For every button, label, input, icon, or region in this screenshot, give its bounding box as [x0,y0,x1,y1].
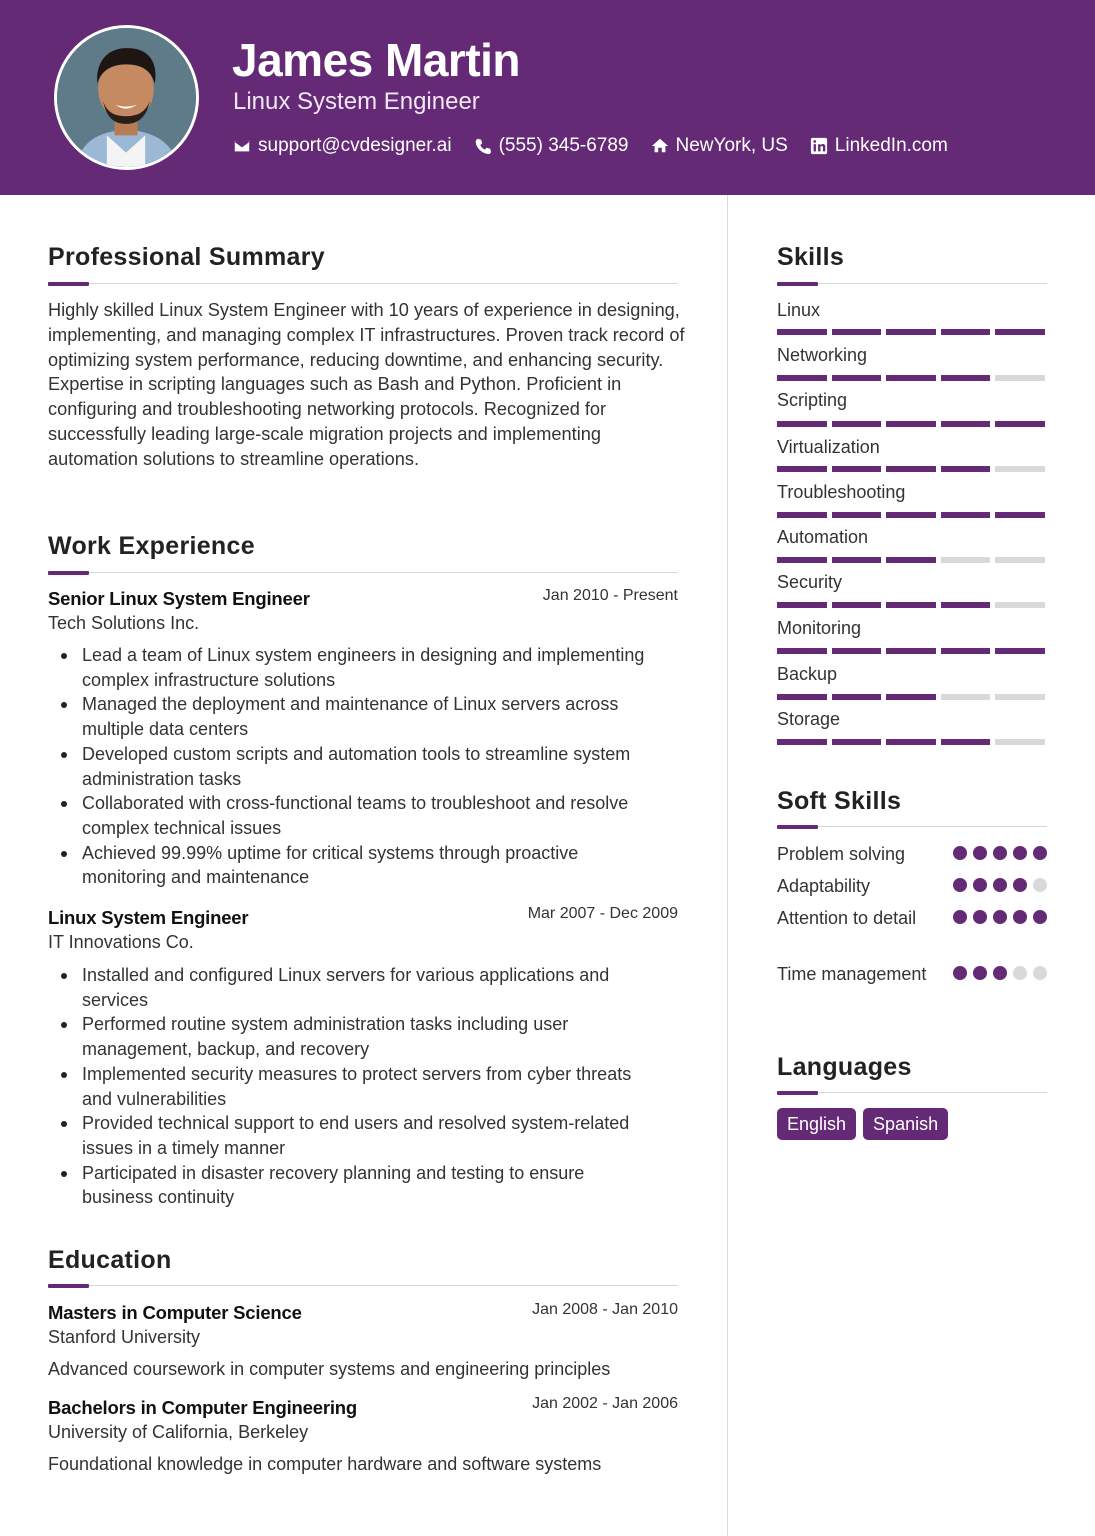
rating-dot [1033,878,1047,892]
experience-heading: Work Experience [48,532,255,560]
skill-level-segment [832,739,882,745]
summary-accent [48,282,89,286]
job-dates: Jan 2010 - Present [542,587,678,604]
skill-level-segment [941,512,991,518]
skill-level-bar [777,694,1045,700]
list-item: Participated in disaster recovery planning and testing to ensure business continuity [48,1161,658,1210]
home-icon [651,137,669,155]
skill-level-segment [941,466,991,472]
skill-level-segment [886,466,936,472]
job-company: Tech Solutions Inc. [48,613,200,633]
list-item: Developed custom scripts and automation tools to streamline system administration tasks [48,742,658,791]
skill-level-segment [995,421,1045,427]
skill-name: Backup [777,664,838,684]
skill-level-segment [832,466,882,472]
rating-dot [1013,966,1027,980]
skill-level-segment [777,466,827,472]
summary-rule [48,283,678,284]
school-name: University of California, Berkeley [48,1422,309,1442]
skill-level-bar [777,466,1045,472]
skill-level-segment [832,421,882,427]
soft-skill-rating [953,966,1047,980]
skill-level-segment [886,329,936,335]
skill-name: Monitoring [777,618,862,638]
phone-text: (555) 345-6789 [498,135,629,156]
list-item: Collaborated with cross-functional teams to troubleshoot and resolve complex technical issues [48,791,658,840]
skill-level-segment [941,694,991,700]
job-title: Senior Linux System Engineer [48,588,310,609]
soft-skill-rating [953,878,1047,892]
list-item: Achieved 99.99% uptime for critical systems through proactive monitoring and maintenance [48,841,658,890]
skills-accent [777,282,818,286]
summary-text: Highly skilled Linux System Engineer with 10 years of experience in designing, implementing, and managing complex IT infrastructures. Proven track record of optimizing system performance, reducing downtime, and enhancing security. Expertise in scripting languages such as Bash and Python. Proficient in configuring and troubleshooting networking protocols. Recognized for successfully leading large-scale migration projects and implementing automation solutions to streamline operations. [48,300,685,469]
rating-dot [973,878,987,892]
skill-level-bar [777,329,1045,335]
profile-photo [57,28,196,167]
skill-level-segment [995,694,1045,700]
list-item: Provided technical support to end users and resolved system-related issues in a timely manner [48,1111,658,1160]
list-item: Lead a team of Linux system engineers in designing and implementing complex infrastructure solutions [48,643,658,692]
skill-level-segment [941,739,991,745]
skill-level-bar [777,557,1045,563]
skill-level-segment [777,375,827,381]
location-text: NewYork, US [675,135,788,156]
degree-title: Bachelors in Computer Engineering [48,1397,357,1418]
rating-dot [1033,966,1047,980]
skill-level-segment [832,648,882,654]
skill-level-segment [941,375,991,381]
skill-name: Scripting [777,390,848,410]
language-tag: Spanish [863,1108,948,1140]
summary-heading: Professional Summary [48,243,325,271]
list-item: Performed routine system administration tasks including user management, backup, and recovery [48,1012,658,1061]
skill-level-segment [941,648,991,654]
skill-level-segment [995,512,1045,518]
rating-dot [953,846,967,860]
skill-level-segment [995,739,1045,745]
skill-name: Virtualization [777,437,880,457]
language-tags [777,1108,948,1140]
skill-name: Storage [777,709,841,729]
skill-level-segment [886,602,936,608]
soft-skill-name: Problem solving [777,844,906,864]
envelope-icon [233,137,251,155]
skill-level-segment [832,329,882,335]
skill-level-segment [941,329,991,335]
contact-email[interactable] [233,133,452,159]
rating-dot [1013,878,1027,892]
skill-level-segment [886,375,936,381]
soft-skills-accent [777,825,818,829]
contact-location [651,133,788,159]
skill-level-segment [886,694,936,700]
skill-level-segment [941,421,991,427]
skill-level-segment [886,648,936,654]
rating-dot [993,966,1007,980]
education-accent [48,1284,89,1288]
skill-name: Linux [777,300,821,320]
degree-title: Masters in Computer Science [48,1302,302,1323]
rating-dot [973,910,987,924]
linkedin-icon [810,137,828,155]
soft-skill-rating [953,846,1047,860]
job-title: Linux System Engineer [48,907,249,928]
rating-dot [993,878,1007,892]
skill-level-segment [777,694,827,700]
skill-name: Networking [777,345,868,365]
language-tag: English [777,1108,856,1140]
soft-skill-name: Time management [777,964,927,984]
soft-skill-name: Adaptability [777,876,871,896]
skill-level-segment [832,602,882,608]
list-item: Implemented security measures to protect servers from cyber threats and vulnerabilities [48,1062,658,1111]
skill-name: Automation [777,527,869,547]
experience-rule [48,572,678,573]
skill-level-segment [777,739,827,745]
experience-accent [48,571,89,575]
skill-level-segment [886,739,936,745]
soft-skill-rating [953,910,1047,924]
skill-level-segment [995,557,1045,563]
skill-name: Security [777,572,843,592]
soft-skills-heading: Soft Skills [777,787,902,815]
skill-level-bar [777,648,1045,654]
skill-level-segment [995,648,1045,654]
skill-level-segment [941,557,991,563]
job-company: IT Innovations Co. [48,932,194,952]
degree-dates: Jan 2002 - Jan 2006 [532,1395,678,1412]
education-heading: Education [48,1246,172,1274]
languages-heading: Languages [777,1053,912,1081]
skill-name: Troubleshooting [777,482,906,502]
languages-accent [777,1091,818,1095]
header [0,0,1095,195]
skill-level-bar [777,739,1045,745]
phone-icon [474,137,492,155]
list-item: Installed and configured Linux servers for various applications and services [48,963,658,1012]
skill-level-bar [777,375,1045,381]
skill-level-segment [777,648,827,654]
candidate-name: James Martin [232,34,521,86]
job-bullets [48,643,658,890]
rating-dot [1013,846,1027,860]
degree-dates: Jan 2008 - Jan 2010 [532,1301,678,1318]
linkedin-text: LinkedIn.com [834,135,948,156]
skill-level-segment [832,512,882,518]
skill-level-segment [995,602,1045,608]
list-item: Managed the deployment and maintenance of Linux servers across multiple data centers [48,692,658,741]
avatar [54,25,199,170]
school-name: Stanford University [48,1327,201,1347]
skill-level-segment [777,512,827,518]
rating-dot [993,910,1007,924]
education-rule [48,1285,678,1286]
contact-list [233,133,948,159]
rating-dot [973,966,987,980]
rating-dot [953,878,967,892]
skill-level-segment [995,375,1045,381]
degree-description: Advanced coursework in computer systems and engineering principles [48,1359,611,1379]
skill-level-segment [886,557,936,563]
skill-level-segment [832,694,882,700]
candidate-title: Linux System Engineer [233,88,480,115]
contact-linkedin[interactable] [810,133,948,159]
skill-level-segment [777,421,827,427]
skills-heading: Skills [777,243,845,271]
rating-dot [1013,910,1027,924]
rating-dot [973,846,987,860]
skill-level-segment [832,375,882,381]
rating-dot [993,846,1007,860]
rating-dot [1033,910,1047,924]
skill-level-segment [777,329,827,335]
skill-level-bar [777,512,1045,518]
skill-level-segment [886,421,936,427]
contact-phone[interactable] [474,133,629,159]
skill-level-segment [777,602,827,608]
skill-level-segment [832,557,882,563]
skill-level-segment [995,329,1045,335]
rating-dot [953,910,967,924]
rating-dot [953,966,967,980]
rating-dot [1033,846,1047,860]
skill-level-segment [941,602,991,608]
skill-level-segment [777,557,827,563]
skill-level-segment [995,466,1045,472]
degree-description: Foundational knowledge in computer hardware and software systems [48,1454,602,1474]
skill-level-bar [777,421,1045,427]
job-dates: Mar 2007 - Dec 2009 [527,905,678,922]
job-bullets [48,963,658,1210]
soft-skill-name: Attention to detail [777,908,917,928]
email-text: support@cvdesigner.ai [258,135,452,156]
skill-level-bar [777,602,1045,608]
column-divider [727,195,728,1536]
skill-level-segment [886,512,936,518]
